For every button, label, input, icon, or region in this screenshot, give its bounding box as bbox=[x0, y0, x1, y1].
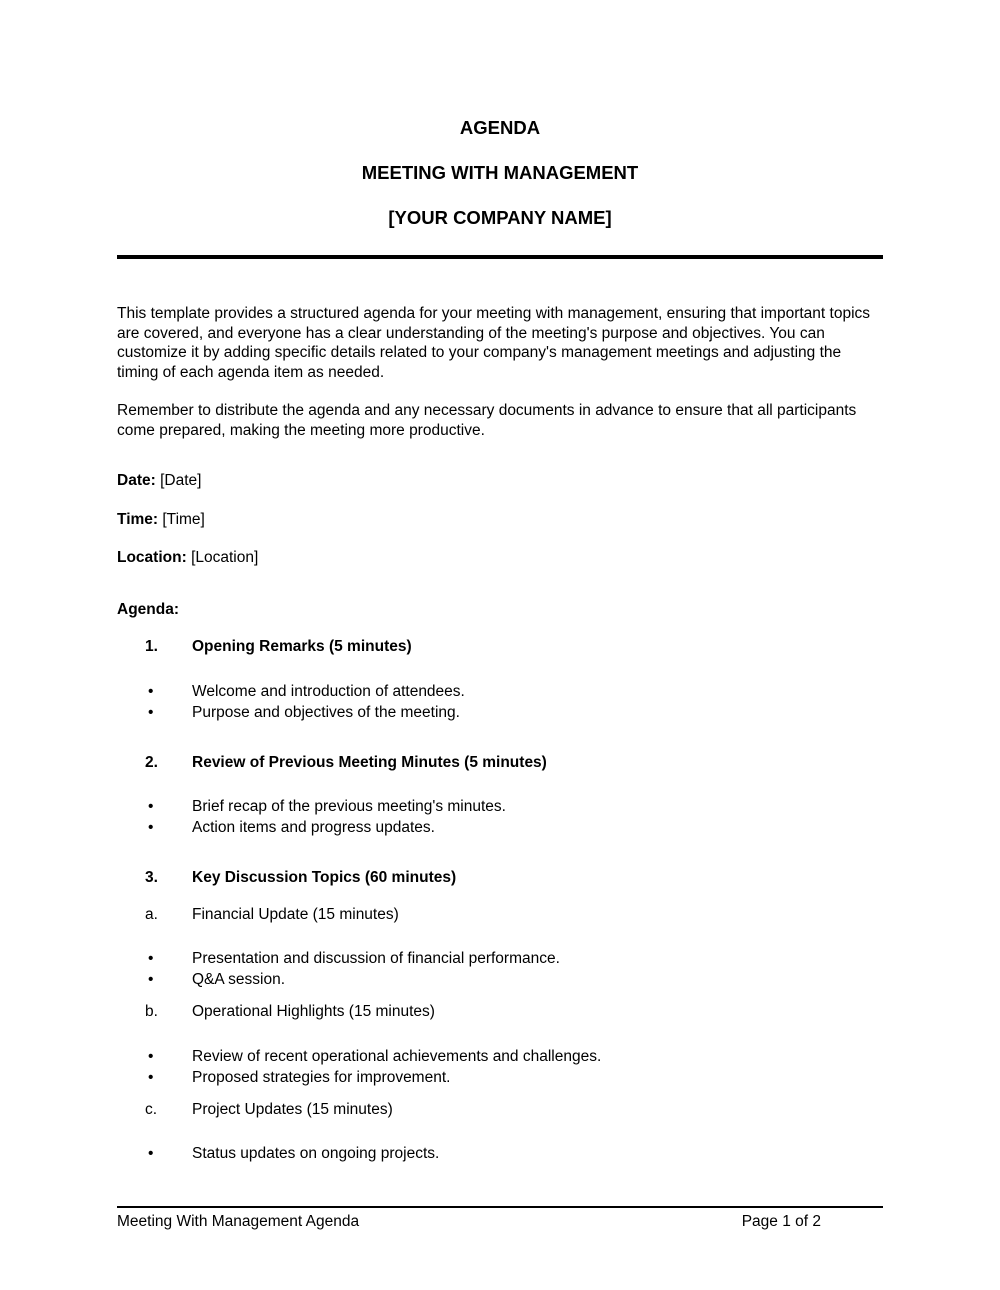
agenda-subitem-a-title: Financial Update (15 minutes) bbox=[192, 905, 399, 923]
agenda-subitem-c-marker: c. bbox=[145, 1100, 158, 1118]
bullet-icon: • bbox=[148, 1068, 154, 1086]
bullet-text: Proposed strategies for improvement. bbox=[192, 1068, 451, 1086]
bullet-text: Brief recap of the previous meeting's minutes. bbox=[192, 798, 506, 815]
agenda-item-1-bullets bbox=[117, 681, 883, 723]
date-label: Date: bbox=[117, 472, 156, 489]
agenda-item-1-title: Opening Remarks (5 minutes) bbox=[192, 638, 412, 655]
intro-paragraph-2: Remember to distribute the agenda and any necessary documents in advance to ensure that all participants come prepared, making the meeting more productive. bbox=[117, 402, 857, 439]
bullet-text: Q&A session. bbox=[192, 971, 286, 988]
detail-row-time bbox=[117, 510, 883, 530]
agenda-item-3-heading bbox=[117, 868, 883, 888]
agenda-item-2-heading bbox=[117, 753, 883, 773]
bullet-icon: • bbox=[148, 1047, 154, 1065]
agenda-item-3-marker: 3. bbox=[145, 869, 158, 886]
bullet-icon: • bbox=[148, 798, 154, 815]
bullet-text: Review of recent operational achievements and challenges. bbox=[192, 1047, 602, 1065]
agenda-section-label: Agenda: bbox=[117, 600, 179, 618]
agenda-subitem-b-marker: b. bbox=[145, 1003, 158, 1020]
company-name-placeholder: [YOUR COMPANY NAME] bbox=[388, 207, 612, 228]
bullet-row bbox=[117, 1046, 883, 1067]
detail-row-date bbox=[117, 471, 883, 491]
agenda-subitem-c-bullets bbox=[117, 1143, 883, 1164]
intro-paragraph-1: This template provides a structured agenda for your meeting with management, ensuring that important topics are covered, and everyone has a clear understanding of the meeting's purpose and objectives. You can customize it by adding specific details related to your company's management meetings and adjusting the timing of each agenda item as needed. bbox=[117, 305, 871, 381]
agenda-subitem-c-heading bbox=[117, 1100, 883, 1120]
bullet-icon: • bbox=[148, 682, 154, 700]
time-value-placeholder: [Time] bbox=[162, 510, 205, 528]
agenda-item-1-marker: 1. bbox=[145, 638, 158, 655]
bullet-icon: • bbox=[148, 703, 154, 721]
bullet-icon: • bbox=[148, 1145, 154, 1162]
agenda-subitem-b-title: Operational Highlights (15 minutes) bbox=[192, 1003, 435, 1020]
document-footer bbox=[117, 1212, 883, 1232]
bullet-text: Purpose and objectives of the meeting. bbox=[192, 703, 460, 721]
bullet-text: Presentation and discussion of financial performance. bbox=[192, 950, 560, 967]
date-value-placeholder: [Date] bbox=[160, 472, 202, 489]
bullet-row bbox=[117, 969, 883, 990]
bullet-row bbox=[117, 1067, 883, 1088]
agenda-item-2-marker: 2. bbox=[145, 753, 158, 771]
bullet-row bbox=[117, 817, 883, 838]
bullet-icon: • bbox=[148, 971, 154, 988]
bullet-row bbox=[117, 796, 883, 817]
location-value-placeholder: [Location] bbox=[191, 549, 259, 566]
document-subtitle: MEETING WITH MANAGEMENT bbox=[361, 162, 639, 183]
agenda-item-2-title: Review of Previous Meeting Minutes (5 minutes) bbox=[192, 753, 547, 771]
bullet-text: Welcome and introduction of attendees. bbox=[192, 682, 465, 700]
location-label: Location: bbox=[117, 549, 187, 566]
agenda-subitem-a-heading bbox=[117, 905, 883, 925]
agenda-item-3-title: Key Discussion Topics (60 minutes) bbox=[192, 869, 457, 886]
agenda-subitem-a-marker: a. bbox=[145, 905, 158, 923]
agenda-subitem-b-bullets bbox=[117, 1046, 883, 1088]
footer-document-name: Meeting With Management Agenda bbox=[117, 1213, 360, 1230]
agenda-subitem-c-title: Project Updates (15 minutes) bbox=[192, 1100, 393, 1118]
bullet-text: Action items and progress updates. bbox=[192, 819, 435, 836]
bullet-row bbox=[117, 948, 883, 969]
bullet-row bbox=[117, 702, 883, 723]
document-content bbox=[117, 0, 883, 1164]
header-divider-rule bbox=[117, 255, 883, 259]
footer-page-number: Page 1 of 2 bbox=[741, 1213, 821, 1230]
bullet-row bbox=[117, 681, 883, 702]
bullet-text: Status updates on ongoing projects. bbox=[192, 1145, 440, 1162]
agenda-subitem-b-heading bbox=[117, 1002, 883, 1022]
bullet-row bbox=[117, 1143, 883, 1164]
agenda-item-2-bullets bbox=[117, 796, 883, 838]
bullet-icon: • bbox=[148, 950, 154, 967]
footer-divider-rule bbox=[117, 1206, 883, 1208]
detail-row-location bbox=[117, 548, 883, 568]
time-label: Time: bbox=[117, 510, 159, 528]
agenda-item-1-heading bbox=[117, 637, 883, 657]
document-title: AGENDA bbox=[459, 117, 541, 138]
agenda-subitem-a-bullets bbox=[117, 948, 883, 990]
bullet-icon: • bbox=[148, 819, 154, 836]
